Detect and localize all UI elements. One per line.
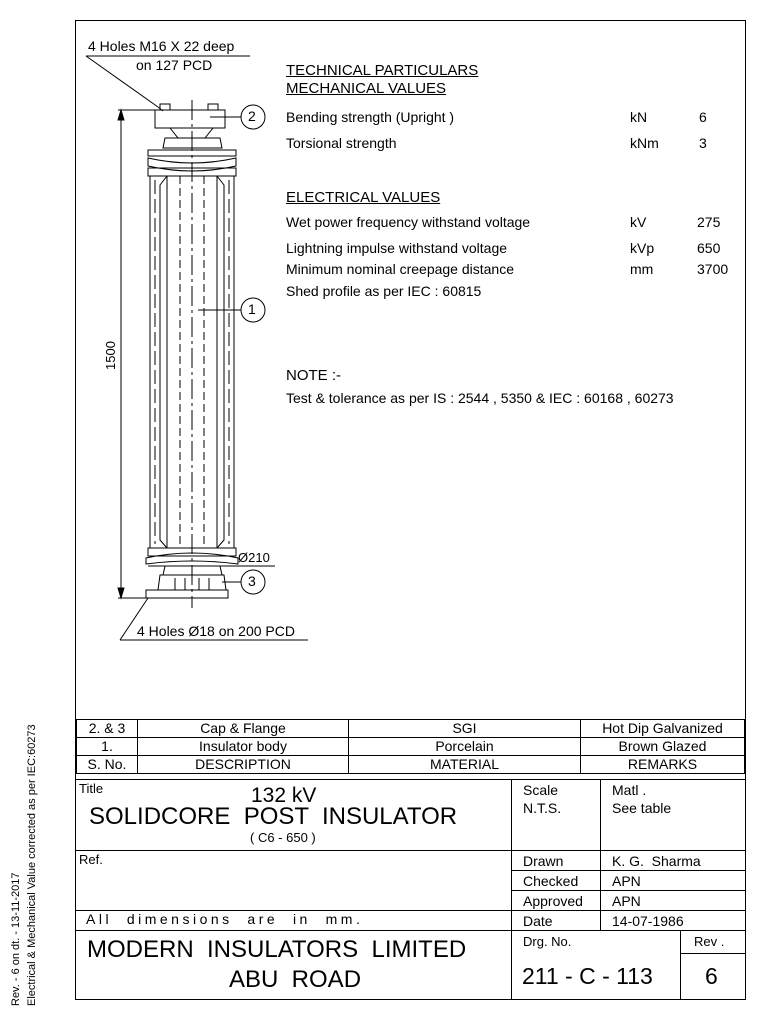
bom-header-row <box>77 756 745 774</box>
elec-value-0: 275 <box>697 214 721 230</box>
bom-header-remarks: REMARKS <box>581 756 745 774</box>
bom-sno: 1. <box>77 738 138 756</box>
elec-label-2: Minimum nominal creepage distance <box>286 261 514 277</box>
company-location: ABU ROAD <box>229 966 362 993</box>
dimensions-note: All dimensions are in mm. <box>86 911 364 927</box>
company-name: MODERN INSULATORS LIMITED <box>87 936 467 963</box>
top-holes-callout-1: 4 Holes M16 X 22 deep <box>88 38 235 54</box>
height-dimension: 1500 <box>103 341 118 370</box>
note-heading: NOTE :- <box>286 367 341 384</box>
mech-value-1: 3 <box>699 135 707 151</box>
revision-number: 6 <box>705 963 718 989</box>
checked-label: Checked <box>523 873 579 889</box>
top-holes-callout-2: on 127 PCD <box>136 57 213 73</box>
bom-sno: 2. & 3 <box>77 720 138 738</box>
bom-description: Cap & Flange <box>138 720 349 738</box>
mech-unit-1: kNm <box>630 135 659 151</box>
bom-header-description: DESCRIPTION <box>138 756 349 774</box>
mech-value-0: 6 <box>699 109 707 125</box>
mech-label-1: Torsional strength <box>286 135 397 151</box>
divider <box>511 870 745 871</box>
product-code: ( C6 - 650 ) <box>250 830 316 845</box>
balloon-2: 2 <box>248 108 256 124</box>
revision-note: Rev. - 6 on dt. - 13-11-2017 <box>10 872 22 1006</box>
bottom-holes-callout: 4 Holes Ø18 on 200 PCD <box>137 623 295 639</box>
mechanical-heading: MECHANICAL VALUES <box>286 80 447 97</box>
mech-label-0: Bending strength (Upright ) <box>286 109 455 125</box>
shed-profile-note: Shed profile as per IEC : 60815 <box>286 283 482 299</box>
material-label: Matl . <box>612 782 647 798</box>
electrical-heading: ELECTRICAL VALUES <box>286 189 441 206</box>
bom-description: Insulator body <box>138 738 349 756</box>
revision-label: Rev . <box>694 934 725 949</box>
drawn-by: K. G. Sharma <box>612 853 701 869</box>
checked-by: APN <box>612 873 641 889</box>
divider <box>76 930 745 931</box>
divider <box>511 779 512 999</box>
drawn-label: Drawn <box>523 853 564 869</box>
balloon-1: 1 <box>248 301 256 317</box>
elec-unit-0: kV <box>630 214 647 230</box>
elec-label-0: Wet power frequency withstand voltage <box>286 214 531 230</box>
bom-header-sno: S. No. <box>77 756 138 774</box>
approved-label: Approved <box>523 893 583 909</box>
reference-label: Ref. <box>79 852 103 867</box>
drawing-date: 14-07-1986 <box>612 913 684 929</box>
divider <box>680 953 745 954</box>
date-label: Date <box>523 913 553 929</box>
elec-unit-2: mm <box>630 261 654 277</box>
elec-value-2: 3700 <box>697 261 729 277</box>
elec-label-1: Lightning impulse withstand voltage <box>286 240 508 256</box>
material-value: See table <box>612 800 672 816</box>
drawing-number-label: Drg. No. <box>523 934 572 949</box>
note-text: Test & tolerance as per IS : 2544 , 5350 & IEC : 60168 , 60273 <box>286 390 674 406</box>
drawing-number: 211 - C - 113 <box>522 963 653 989</box>
scale-label: Scale <box>523 782 559 798</box>
divider <box>680 930 681 999</box>
change-note: Electrical & Mechanical Value corrected as per IEC:60273 <box>26 724 38 1006</box>
mech-unit-0: kN <box>630 109 648 125</box>
diameter-dimension: Ø210 <box>238 550 270 565</box>
scale-value: N.T.S. <box>523 800 562 816</box>
tech-heading: TECHNICAL PARTICULARS <box>286 62 479 79</box>
bom-row <box>77 738 745 756</box>
elec-unit-1: kVp <box>630 240 655 256</box>
bill-of-materials <box>76 719 745 774</box>
divider <box>76 779 745 780</box>
divider <box>76 850 745 851</box>
product-name: SOLIDCORE POST INSULATOR <box>89 803 458 830</box>
balloon-3: 3 <box>248 573 256 589</box>
bom-remarks: Brown Glazed <box>581 738 745 756</box>
bom-material: Porcelain <box>349 738 581 756</box>
elec-value-1: 650 <box>697 240 721 256</box>
voltage-rating: 132 kV <box>251 784 317 807</box>
title-label: Title <box>79 781 104 796</box>
approved-by: APN <box>612 893 641 909</box>
bom-remarks: Hot Dip Galvanized <box>581 720 745 738</box>
divider <box>511 890 745 891</box>
bom-header-material: MATERIAL <box>349 756 581 774</box>
bom-row <box>77 720 745 738</box>
bom-material: SGI <box>349 720 581 738</box>
divider <box>600 779 601 930</box>
